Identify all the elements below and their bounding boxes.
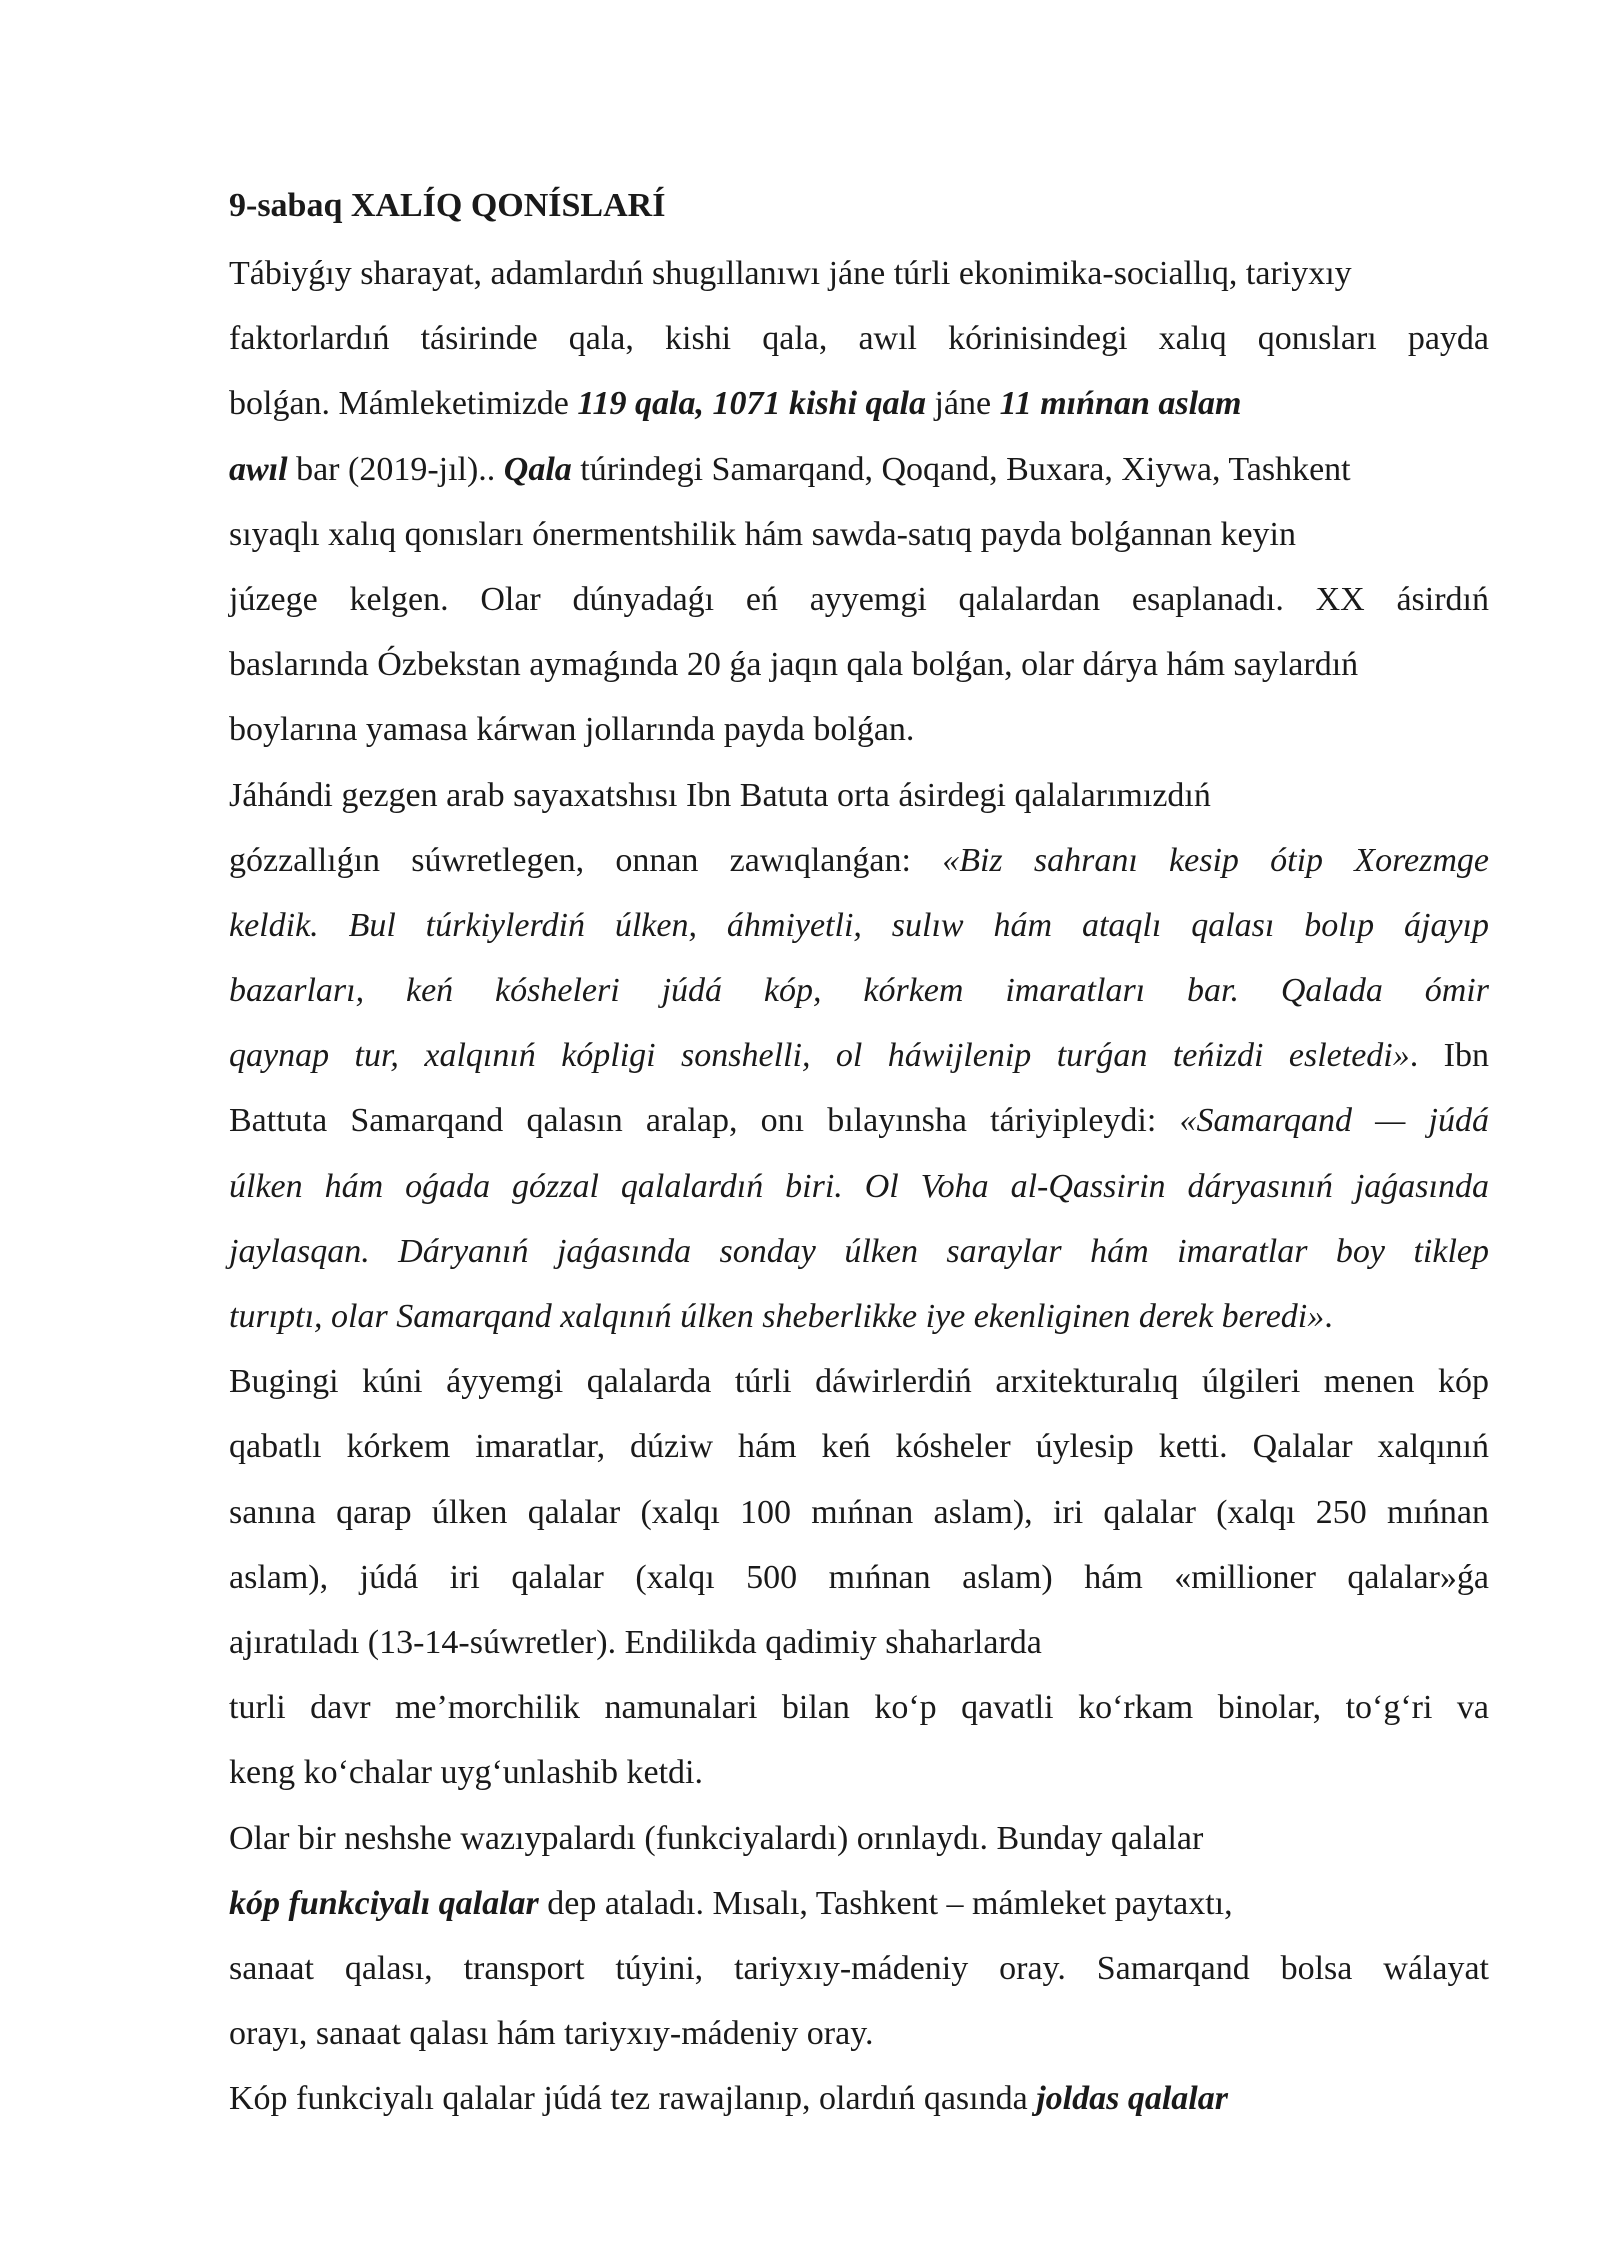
emphasis-text: úlken hám oǵada gózzal qalalardıń biri. Ol Voha al-Qassirin dáryasınıń jaǵasında [229,1167,1489,1205]
text-run: aslam), júdá iri qalalar (xalqı 500 mıńnan aslam) hám «millioner qalalar»ǵa [229,1558,1489,1596]
text-line [229,1287,1489,1352]
emphasis-text: «Samarqand — júdá [1179,1102,1490,1140]
emphasis-text: kóp funkciyalı qalalar [229,1884,539,1922]
text-run: qabatlı kórkem imaratlar, dúziw hám keń kósheler úylesip ketti. Qalalar xalqınıń [229,1428,1489,1466]
text-line [229,2069,1489,2134]
text-line [229,1874,1489,1939]
text-line [229,1091,1489,1156]
emphasis-text: 119 qala, 1071 kishi qala [577,385,926,423]
emphasis-text: «Biz sahranı kesip ótip Xorezmge [942,841,1489,879]
document-body [229,182,1489,2134]
text-run: jáne [925,385,1000,423]
text-run: sanına qarap úlken qalalar (xalqı 100 mıńnan aslam), iri qalalar (xalqı 250 mıńnan [229,1493,1489,1531]
text-run: baslarında Ózbekstan aymaǵında 20 ǵa jaqın qala bolǵan, olar dárya hám saylardıń [229,646,1359,684]
text-line [229,635,1489,700]
emphasis-text: qaynap tur, xalqınıń kópligi sonshelli, ol háwijlenip turǵan teńizdi esletedi» [229,1037,1410,1075]
text-line [229,570,1489,635]
text-run: bar (2019-jıl).. [287,450,504,488]
text-run: túrindegi Samarqand, Qoqand, Buxara, Xiywa, Tashkent [571,450,1351,488]
text-line [229,1157,1489,1222]
text-run: júzege kelgen. Olar dúnyadaǵı eń ayyemgi qalalardan esaplanadı. XX ásirdıń [229,580,1489,618]
text-line [229,440,1489,505]
text-run: sıyaqlı xalıq qonısları ónermentshilik hám sawda-satıq payda bolǵannan keyin [229,515,1296,553]
text-run: ajıratıladı (13-14-súwretler). Endilikda qadimiy shaharlarda [229,1623,1042,1661]
text-run: Jáhándi gezgen arab sayaxatshısı Ibn Batuta orta ásirdegi qalalarımızdıń [229,776,1211,814]
text-run: orayı, sanaat qalası hám tariyxıy-mádeniy oray. [229,2015,874,2053]
emphasis-text: jaylasqan. Dáryanıń jaǵasında sonday úlken saraylar hám imaratlar boy tiklep [229,1232,1489,1270]
text-run: . [1324,1298,1333,1335]
emphasis-text: Qala [503,450,572,488]
text-line [229,505,1489,570]
text-line [229,374,1489,439]
text-line [229,1743,1489,1808]
emphasis-text: 11 mıńnan aslam [999,385,1242,423]
text-run: sanaat qalası, transport túyini, tariyxıy-mádeniy oray. Samarqand bolsa wálayat [229,1949,1489,1987]
text-run: Bugingi kúni áyyemgi qalalarda túrli dáwirlerdiń arxitekturalıq úlgileri menen kóp [229,1363,1489,1401]
emphasis-text: awıl [229,450,288,488]
text-run: faktorlardıń tásirinde qala, kishi qala, awıl kórinisindegi xalıq qonısları payda [229,320,1489,358]
text-line [229,1678,1489,1743]
text-line [229,1939,1489,2004]
text-line [229,1222,1489,1287]
text-line [229,1548,1489,1613]
emphasis-text: bazarları, keń kósheleri júdá kóp, kórkem imaratları bar. Qalada ómir [229,972,1489,1010]
text-line [229,309,1489,374]
text-run: bolǵan. Mámleketimizde [229,385,578,423]
text-run: Kóp funkciyalı qalalar júdá tez rawajlanıp, olardıń qasında [229,2080,1037,2118]
text-line [229,961,1489,1026]
text-line [229,244,1489,309]
emphasis-text: keldik. Bul túrkiylerdiń úlken, áhmiyetli, sulıw hám ataqlı qalası bolıp ájayıp [229,906,1489,944]
text-line [229,2004,1489,2069]
text-line [229,1809,1489,1874]
text-line [229,700,1489,765]
text-line [229,1483,1489,1548]
text-run: . Ibn [1409,1037,1489,1075]
text-run: turli davr me’morchilik namunalari bilan ko‘p qavatli ko‘rkam binolar, to‘g‘ri va [229,1689,1489,1727]
lesson-title: 9-sabaq XALÍQ QONÍSLARÍ [229,187,666,224]
text-line [229,1417,1489,1482]
emphasis-text: joldas qalalar [1036,2080,1228,2118]
text-line [229,831,1489,896]
text-run: Tábiyǵıy sharayat, adamlardıń shugıllanıwı jáne túrli ekonimika-sociallıq, tariyxıy [229,255,1352,292]
text-line [229,1352,1489,1417]
text-line [229,766,1489,831]
paragraph-text [229,244,1489,2134]
text-run: dep ataladı. Mısalı, Tashkent – mámleket paytaxtı, [538,1884,1233,1922]
text-line [229,1613,1489,1678]
text-run: Battuta Samarqand qalasın aralap, onı bılayınsha táriyipleydi: [229,1102,1180,1140]
emphasis-text: turıptı, olar Samarqand xalqınıń úlken sheberlikke iye ekenliginen derek beredi» [229,1298,1325,1335]
text-run: boylarına yamasa kárwan jollarında payda bolǵan. [229,711,915,749]
text-run: Olar bir neshshe wazıypalardı (funkciyalardı) orınlaydı. Bunday qalalar [229,1819,1204,1857]
text-line [229,1026,1489,1091]
text-line [229,896,1489,961]
text-run: keng ko‘chalar uyg‘unlashib ketdi. [229,1754,703,1792]
text-run: gózzallıǵın súwretlegen, onnan zawıqlanǵan: [229,841,943,879]
